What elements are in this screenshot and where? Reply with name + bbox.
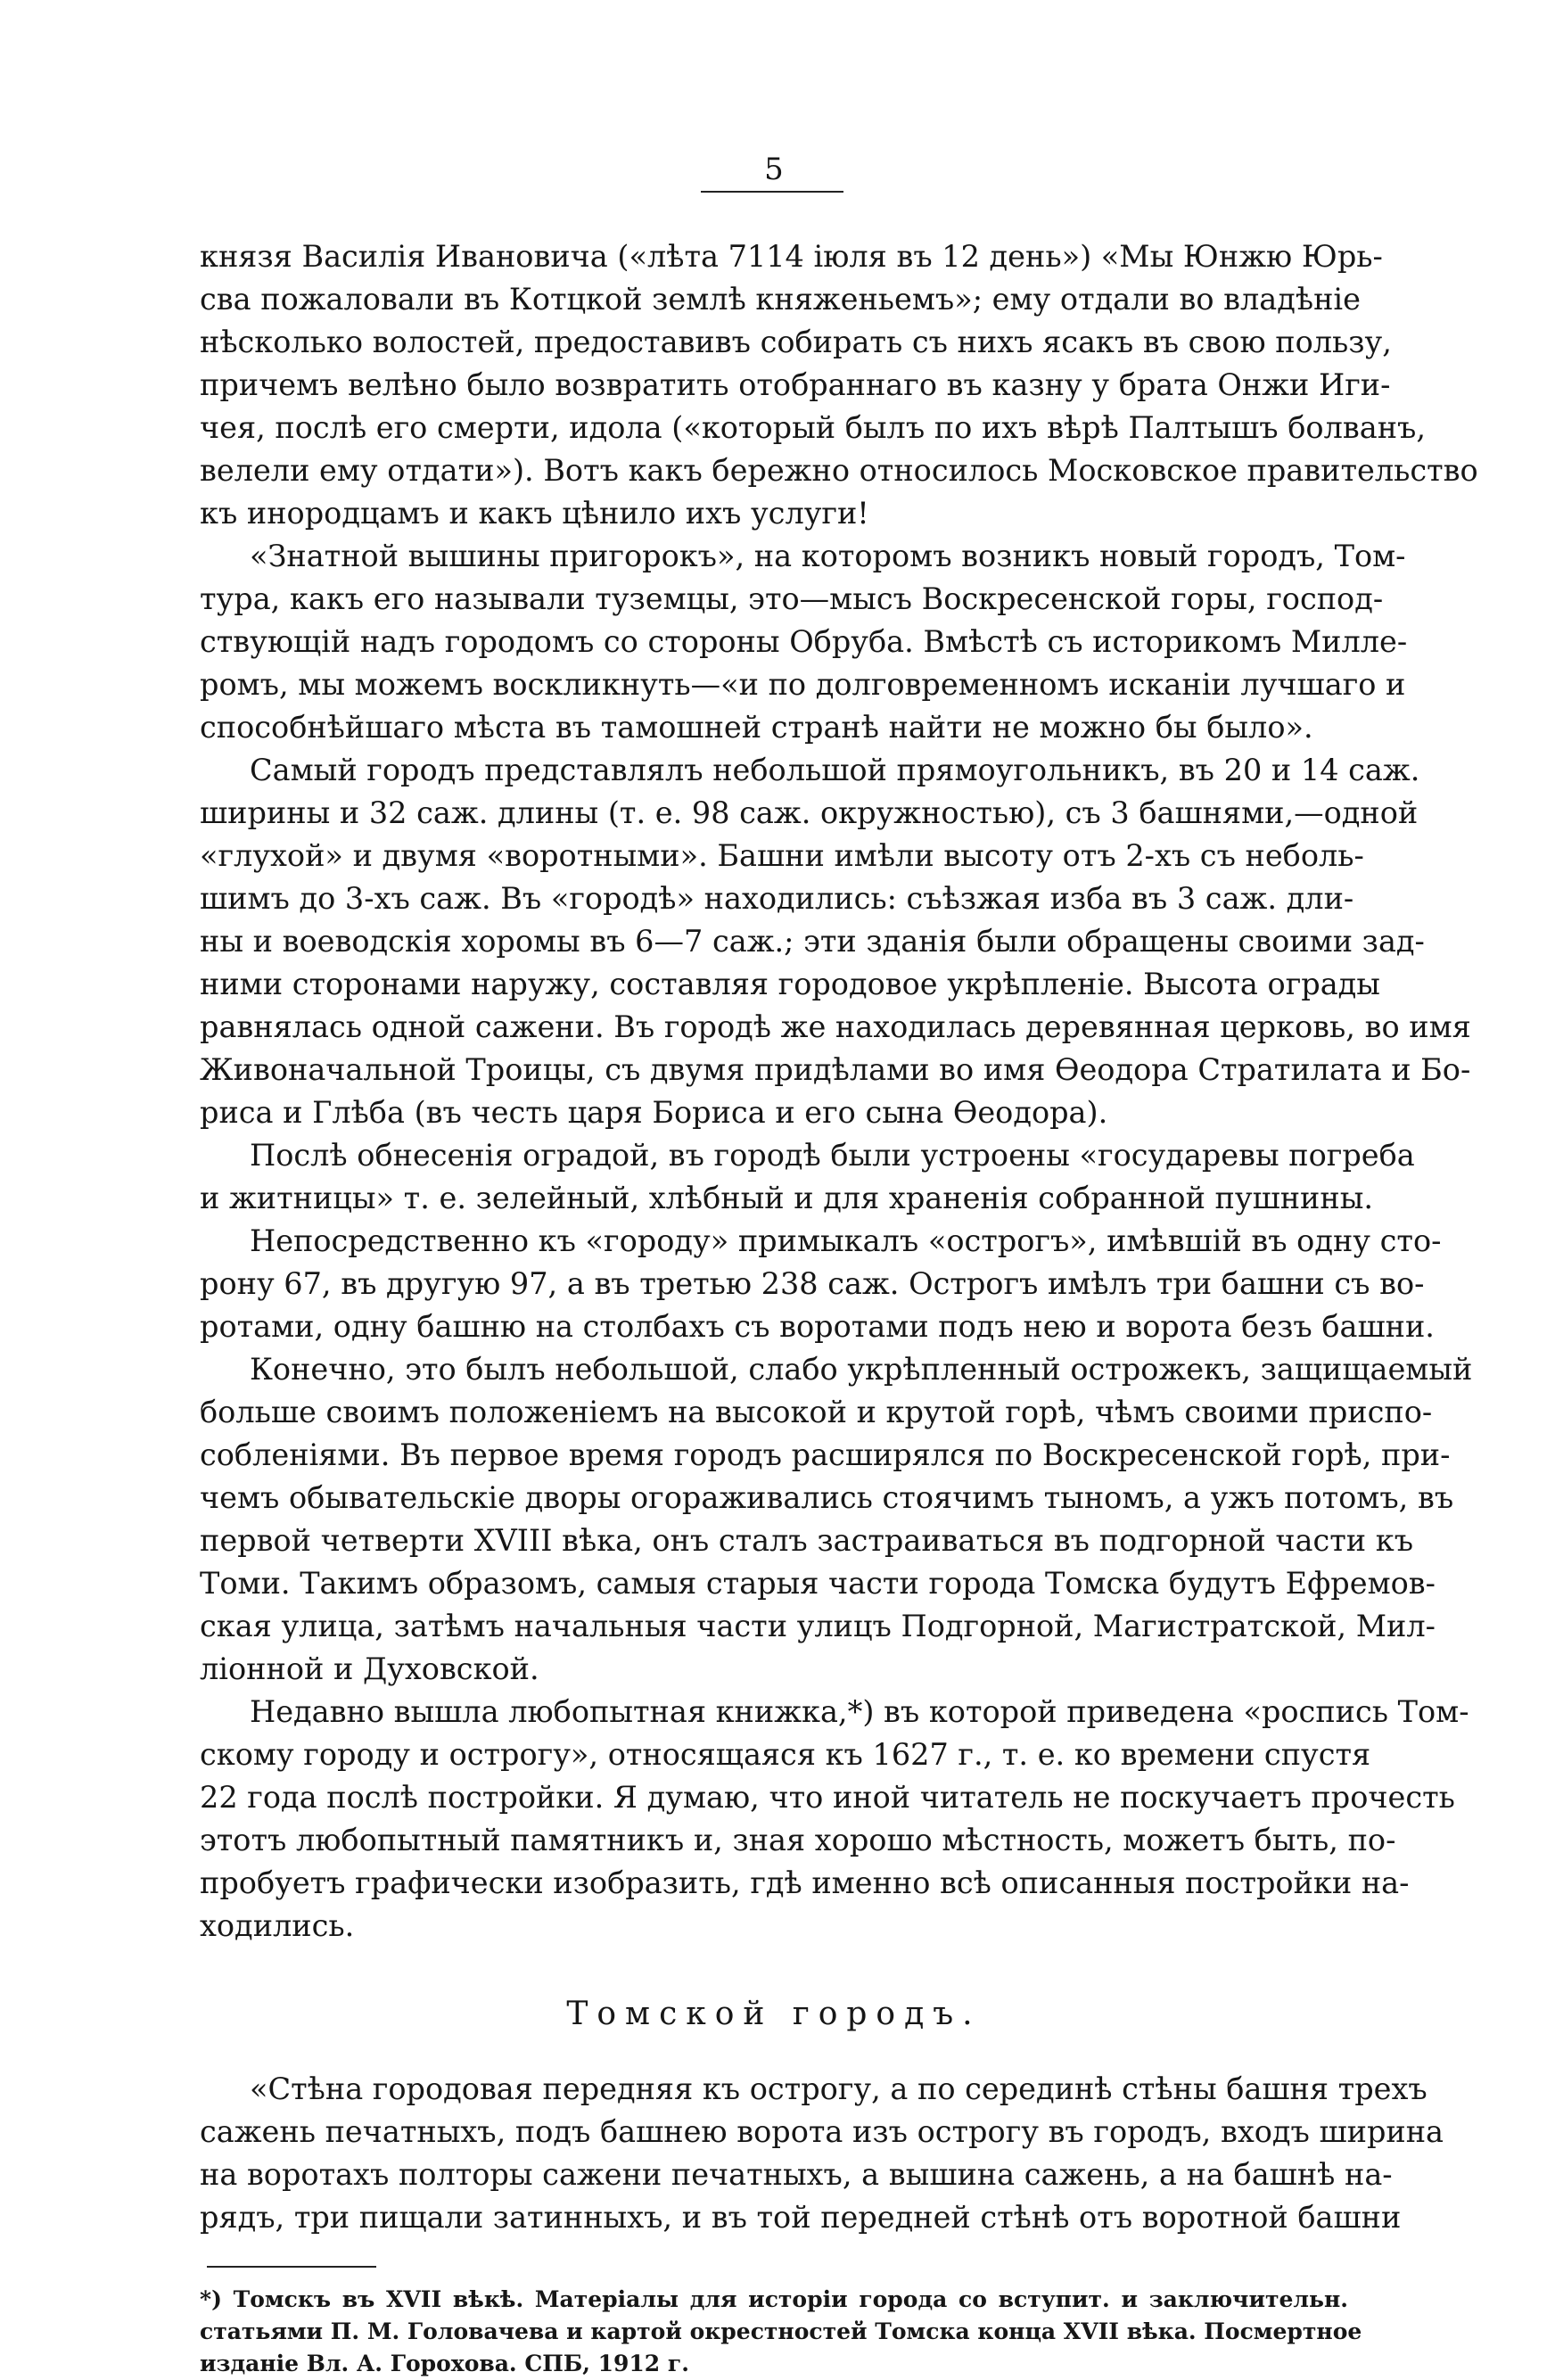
text-line: Недавно вышла любопытная книжка,*) въ которой приведена «роспись Том- bbox=[250, 1694, 1469, 1729]
quote-text bbox=[200, 2068, 1444, 2239]
text-line: сажень печатныхъ, подъ башнею ворота изъ острогу въ городъ, входъ ширина bbox=[200, 2114, 1444, 2149]
body-text bbox=[200, 235, 1478, 1948]
text-line: «глухой» и двумя «воротными». Башни имѣли высоту отъ 2-хъ съ неболь- bbox=[200, 838, 1364, 873]
text-line: Послѣ обнесенія оградой, въ городѣ были устроены «государевы погреба bbox=[250, 1138, 1415, 1173]
text-line: Самый городъ представлялъ небольшой прямоугольникъ, въ 20 и 14 саж. bbox=[250, 753, 1420, 787]
text-line: Конечно, это былъ небольшой, слабо укрѣпленный острожекъ, защищаемый bbox=[250, 1352, 1473, 1387]
text-line: собленіями. Въ первое время городъ расширялся по Воскресенской горѣ, при- bbox=[200, 1437, 1451, 1472]
text-line: Живоначальной Троицы, съ двумя придѣлами во имя Ѳеодора Стратилата и Бо- bbox=[200, 1052, 1471, 1087]
text-line: Томи. Такимъ образомъ, самыя старыя части города Томска будутъ Ефремов- bbox=[200, 1566, 1436, 1601]
text-line: на воротахъ полторы сажени печатныхъ, а вышина сажень, а на башнѣ на- bbox=[200, 2157, 1393, 2192]
text-line: ними сторонами наружу, составляя городовое укрѣпленіе. Высота ограды bbox=[200, 967, 1380, 1001]
text-line: способнѣйшаго мѣста въ тамошней странѣ найти не можно бы было». bbox=[200, 710, 1313, 745]
paragraph bbox=[200, 1691, 1469, 1948]
text-line: тура, какъ его называли туземцы, это—мысъ Воскресенской горы, господ- bbox=[200, 581, 1384, 616]
text-line: ромъ, мы можемъ воскликнуть—«и по долговременномъ исканіи лучшаго и bbox=[200, 667, 1406, 702]
paragraph bbox=[200, 235, 1478, 535]
text-line: скому городу и острогу», относящаяся къ 1627 г., т. е. ко времени спустя bbox=[200, 1737, 1371, 1772]
book-page bbox=[200, 152, 1478, 2380]
text-line: чемъ обывательскіе дворы огораживались стоячимъ тыномъ, а ужъ потомъ, въ bbox=[200, 1480, 1454, 1515]
text-line: ны и воеводскія хоромы въ 6—7 саж.; эти зданія были обращены своими зад- bbox=[200, 924, 1425, 959]
paragraph bbox=[200, 1220, 1442, 1348]
text-line: больше своимъ положеніемъ на высокой и крутой горѣ, чѣмъ своими приспо- bbox=[200, 1395, 1433, 1429]
text-line: велели ему отдати»). Вотъ какъ бережно относилось Московское правительство bbox=[200, 453, 1478, 488]
text-line: Непосредственно къ «городу» примыкалъ «острогъ», имѣвшій въ одну сто- bbox=[250, 1223, 1442, 1258]
text-line: чея, послѣ его смерти, идола («который былъ по ихъ вѣрѣ Палтышъ болванъ, bbox=[200, 410, 1426, 445]
text-line: «Стѣна городовая передняя къ острогу, а по серединѣ стѣны башня трехъ bbox=[250, 2071, 1427, 2106]
text-line: шимъ до 3-хъ саж. Въ «городѣ» находились: съѣзжая изба въ 3 саж. дли- bbox=[200, 881, 1354, 916]
text-line: князя Василія Ивановича («лѣта 7114 іюля въ 12 день») «Мы Юнжю Юрь- bbox=[200, 239, 1383, 274]
text-line: ширины и 32 саж. длины (т. е. 98 саж. окружностью), съ 3 башнями,—одной bbox=[200, 795, 1419, 830]
text-line: этотъ любопытный памятникъ и, зная хорошо мѣстность, можетъ быть, по- bbox=[200, 1823, 1396, 1857]
page-header bbox=[200, 152, 1348, 214]
text-line: первой четверти XVIII вѣка, онъ сталъ застраиваться въ подгорной части къ bbox=[200, 1523, 1414, 1558]
footnote-rule bbox=[207, 2266, 376, 2268]
text-line: ліонной и Духовской. bbox=[200, 1651, 539, 1686]
text-line: 22 года послѣ постройки. Я думаю, что иной читатель не поскучаетъ прочесть bbox=[200, 1780, 1455, 1815]
text-line: къ инородцамъ и какъ цѣнило ихъ услуги! bbox=[200, 496, 869, 531]
text-line: рядъ, три пищали затинныхъ, и въ той передней стѣнѣ отъ воротной башни bbox=[200, 2200, 1402, 2235]
text-line: ходились. bbox=[200, 1908, 355, 1943]
page-number: 5 bbox=[764, 152, 784, 187]
paragraph bbox=[200, 1134, 1415, 1220]
paragraph bbox=[200, 1348, 1473, 1691]
text-line: ротами, одну башню на столбахъ съ воротами подъ нею и ворота безъ башни. bbox=[200, 1309, 1435, 1344]
text-line: сва пожаловали въ Котцкой землѣ княженьемъ»; ему отдали во владѣніе bbox=[200, 282, 1361, 317]
paragraph bbox=[200, 749, 1471, 1134]
text-line: и житницы» т. е. зелейный, хлѣбный и для храненія собранной пушнины. bbox=[200, 1181, 1374, 1215]
text-line: изданіе Вл. А. Горохова. СПБ, 1912 г. bbox=[200, 2351, 689, 2376]
text-line: ствующій надъ городомъ со стороны Обруба. Вмѣстѣ съ историкомъ Милле- bbox=[200, 624, 1408, 659]
text-line: нѣсколько волостей, предоставивъ собирать съ нихъ ясакъ въ свою пользу, bbox=[200, 325, 1392, 359]
text-line: ская улица, затѣмъ начальныя части улицъ Подгорной, Магистратской, Мил- bbox=[200, 1609, 1436, 1643]
text-line: пробуетъ графически изобразить, гдѣ именно всѣ описанныя постройки на- bbox=[200, 1865, 1410, 1900]
section-heading: Томской городъ. bbox=[566, 1996, 982, 2032]
page-number-rule bbox=[701, 191, 843, 193]
text-line: статьями П. М. Головачева и картой окрестностей Томска конца XVII вѣка. Посмертное bbox=[200, 2318, 1362, 2344]
paragraph bbox=[200, 535, 1408, 749]
text-line: *) Томскъ въ XVII вѣкѣ. Матеріалы для исторіи города со вступит. и заключительн. bbox=[200, 2286, 1348, 2312]
text-line: риса и Глѣба (въ честь царя Бориса и его сына Ѳеодора). bbox=[200, 1095, 1108, 1130]
footnote bbox=[200, 2284, 1362, 2380]
text-line: равнялась одной сажени. Въ городѣ же находилась деревянная церковь, во имя bbox=[200, 1009, 1471, 1044]
text-line: причемъ велѣно было возвратить отобраннаго въ казну у брата Онжи Иги- bbox=[200, 367, 1391, 402]
text-line: рону 67, въ другую 97, а въ третью 238 саж. Острогъ имѣлъ три башни съ во- bbox=[200, 1266, 1425, 1301]
text-line: «Знатной вышины пригорокъ», на которомъ возникъ новый городъ, Том- bbox=[250, 539, 1406, 573]
